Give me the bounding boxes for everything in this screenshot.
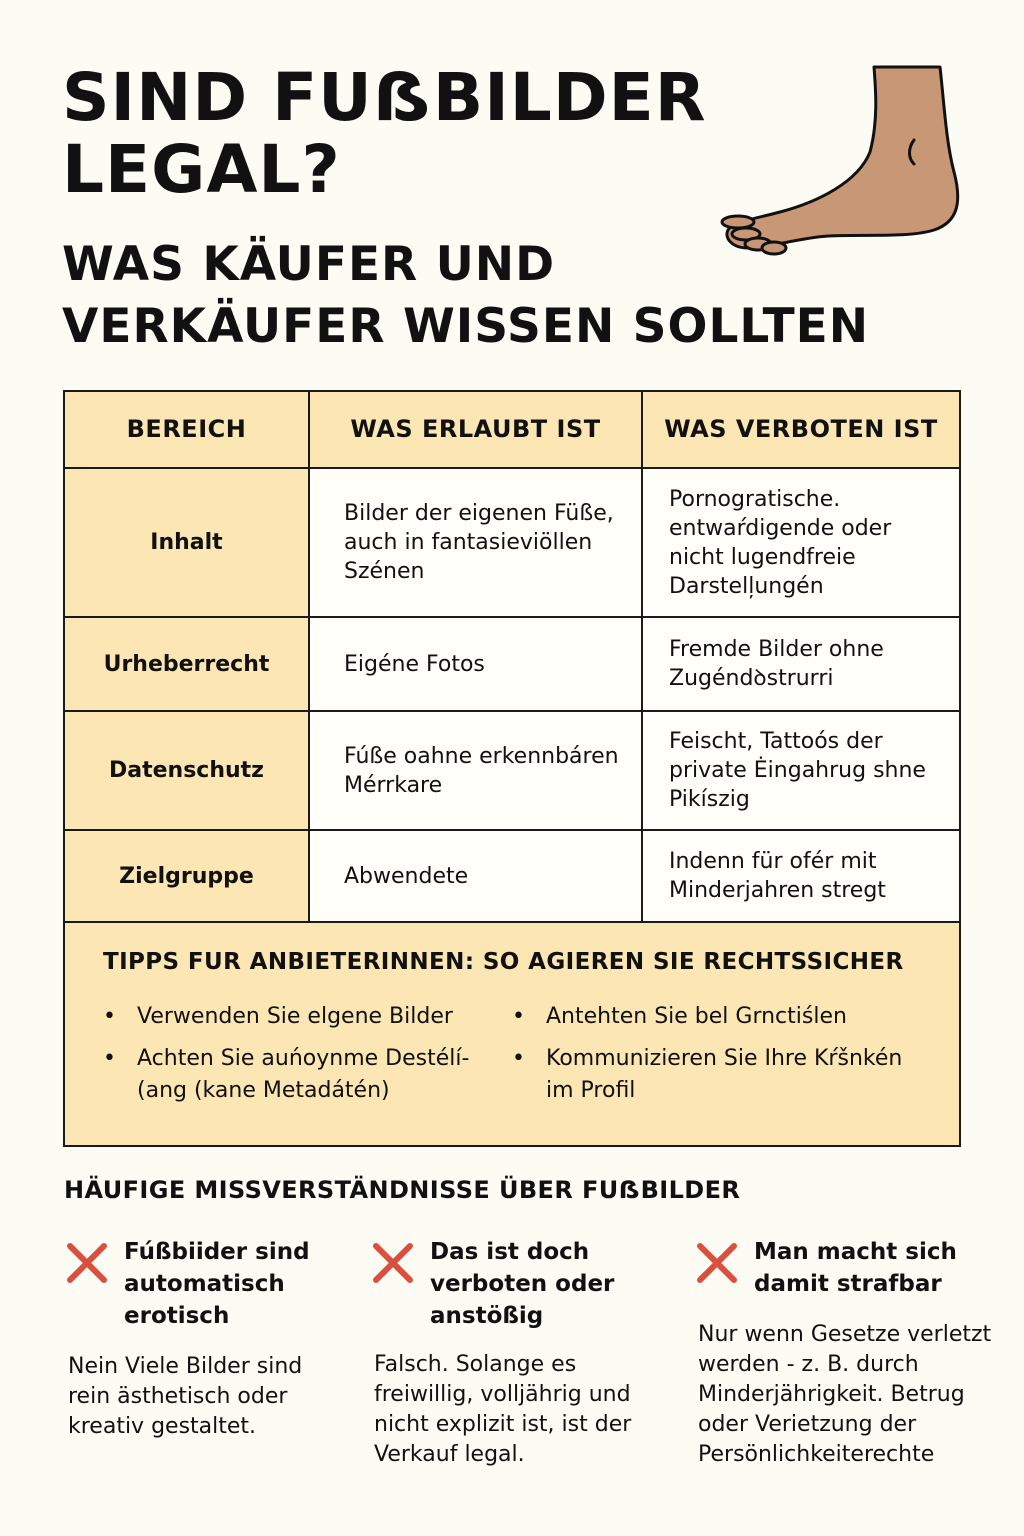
misconception-label: Man macht sich damit strafbar [754,1239,957,1297]
misconception-item [64,1236,354,1442]
tip-item [512,1001,921,1033]
tip-item [103,1043,512,1107]
table-row [65,618,959,712]
row-area: Datenschutz [65,712,310,829]
bullet-icon: • [103,1004,116,1029]
tips-column-right [512,1001,921,1117]
misconception-text: Nur wenn Gesetze verletzt werden - z. B. durch Minderjährigkeit. Betrug oder Verietzung der Persönlichkeiterechte [698,1322,992,1467]
title-line-2: LEGAL? [62,131,341,208]
bullet-icon: • [103,1046,116,1071]
misconception-label: Das ist doch verboten oder anstößig [430,1239,615,1329]
title-line-1: SIND FUẞBILDER [62,59,707,136]
page-title [62,59,707,208]
row-allowed: Abwendete [310,831,643,921]
misconceptions-title: HÄUFIGE MISSVERSTÄNDNISSE ÜBER FUẞBILDER [64,1176,741,1204]
row-area: Inhalt [65,469,310,616]
cross-icon [694,1240,740,1286]
row-allowed: Fúße oahne erkennbáren Mérrkare [310,712,643,829]
row-allowed: Bilder der eigenen Füße, auch in fantasieviöllen Szénen [310,469,643,616]
table-row [65,712,959,831]
tips-column-left [103,1001,512,1117]
table-header-row [65,392,959,469]
header-allowed: WAS ERLAUBT IST [310,392,643,467]
row-forbidden: Feischt, Tattoós der private Ėingahrug shne Pikíszig [643,712,959,829]
subtitle-line-2: VERKÄUFER WISSEN SOLLTEN [62,299,870,354]
table-row [65,831,959,923]
subtitle-line-1: WAS KÄUFER UND [62,237,556,292]
misconception-label: Fúßbiider sind automatisch erotisch [124,1239,310,1329]
header-forbidden: WAS VERBOTEN IST [643,392,959,467]
foot-illustration [718,62,963,262]
row-forbidden: Indenn für ofér mit Minderjahren stregt [643,831,959,921]
cross-icon [370,1240,416,1286]
tips-box [65,923,959,1145]
table-row [65,469,959,618]
row-forbidden: Pornogratische. entwaŕdigende oder nicht lugendfreie Darstelļungén [643,469,959,616]
bullet-icon: • [512,1004,525,1029]
legal-table [63,390,961,1147]
header-area: BEREICH [65,392,310,467]
tip-item [103,1001,512,1033]
tip-text: Kommunizieren Sie Ihre Kŕšnkén im Profil [546,1046,903,1103]
misconception-text: Nein Viele Bilder sind rein ästhetisch oder kreativ gestaltet. [68,1354,303,1439]
row-allowed: Eigéne Fotos [310,618,643,710]
misconception-item [694,1236,1004,1470]
row-area: Zielgruppe [65,831,310,921]
tip-text: Achten Sie auńoynme Destélí- (ang (kane Metadátén) [137,1046,470,1103]
tip-item [512,1043,921,1107]
bullet-icon: • [512,1046,525,1071]
misconception-text: Falsch. Solange es freiwillig, volljährig und nicht explizit ist, ist der Verkauf legal. [374,1352,632,1467]
misconception-item [370,1236,670,1470]
row-forbidden: Fremde Bilder ohne Zugéndꝺstrurri [643,618,959,710]
tips-title: TIPPS FUR ANBIETERINNEN: SO AGIEREN SIE RECHTSSICHER [103,949,904,975]
cross-icon [64,1240,110,1286]
row-area: Urheberrecht [65,618,310,710]
tip-text: Verwenden Sie elgene Bilder [137,1004,453,1029]
tip-text: Antehten Sie bel Grnctiślen [546,1004,847,1029]
